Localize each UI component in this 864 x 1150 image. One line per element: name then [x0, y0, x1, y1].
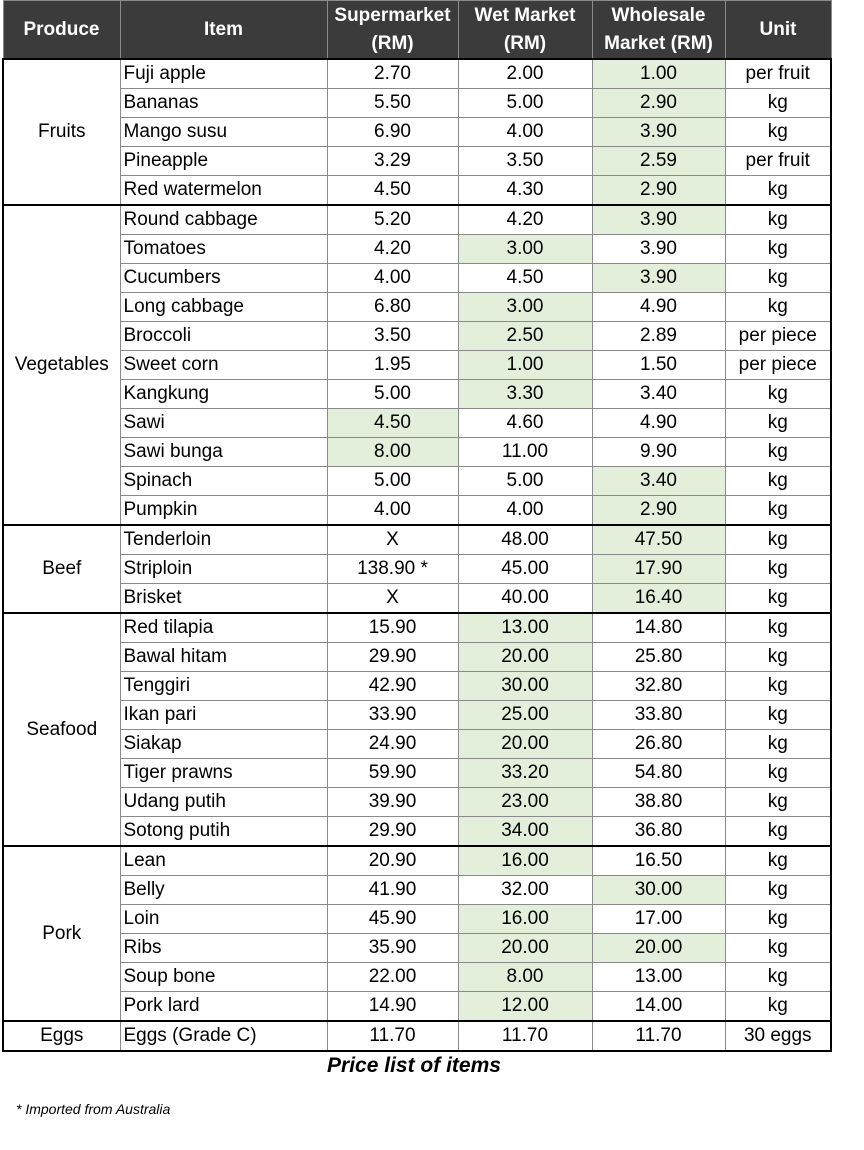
item-name: Cucumbers — [120, 264, 327, 293]
wet-market-price: 3.30 — [458, 380, 592, 409]
item-name: Ribs — [120, 934, 327, 963]
produce-category: Vegetables — [3, 205, 120, 525]
item-name: Tiger prawns — [120, 759, 327, 788]
wholesale-price: 4.90 — [592, 293, 725, 322]
header-row — [3, 1, 831, 60]
item-name: Belly — [120, 876, 327, 905]
item-name: Tenggiri — [120, 672, 327, 701]
wet-market-price: 30.00 — [458, 672, 592, 701]
wet-market-price: 48.00 — [458, 525, 592, 555]
wet-market-price: 3.00 — [458, 293, 592, 322]
wet-market-price: 32.00 — [458, 876, 592, 905]
unit-cell: kg — [725, 759, 831, 788]
produce-category: Eggs — [3, 1021, 120, 1051]
unit-cell: kg — [725, 380, 831, 409]
table-row — [3, 264, 831, 293]
table-row — [3, 613, 831, 643]
wholesale-price: 2.89 — [592, 322, 725, 351]
supermarket-price: 45.90 — [327, 905, 458, 934]
wet-market-price: 16.00 — [458, 846, 592, 876]
table-row — [3, 235, 831, 264]
wet-market-price: 3.00 — [458, 235, 592, 264]
wholesale-price: 3.90 — [592, 205, 725, 235]
wet-market-price: 34.00 — [458, 817, 592, 847]
wholesale-price: 20.00 — [592, 934, 725, 963]
wet-market-price: 2.50 — [458, 322, 592, 351]
produce-category: Fruits — [3, 59, 120, 205]
wet-market-price: 5.00 — [458, 89, 592, 118]
wholesale-price: 30.00 — [592, 876, 725, 905]
unit-cell: kg — [725, 438, 831, 467]
supermarket-price: 4.00 — [327, 496, 458, 526]
supermarket-price: 4.50 — [327, 176, 458, 206]
wholesale-price: 32.80 — [592, 672, 725, 701]
wet-market-price: 11.70 — [458, 1021, 592, 1051]
table-row — [3, 118, 831, 147]
unit-cell: kg — [725, 525, 831, 555]
unit-cell: kg — [725, 176, 831, 206]
header-produce: Produce — [3, 1, 120, 60]
item-name: Bawal hitam — [120, 643, 327, 672]
header-wholesale: Wholesale Market (RM) — [592, 1, 725, 60]
item-name: Siakap — [120, 730, 327, 759]
wholesale-price: 1.50 — [592, 351, 725, 380]
table-row — [3, 788, 831, 817]
item-name: Sotong putih — [120, 817, 327, 847]
table-body — [3, 59, 831, 1051]
wholesale-price: 2.90 — [592, 176, 725, 206]
table-row — [3, 876, 831, 905]
supermarket-price: 2.70 — [327, 59, 458, 89]
supermarket-price: 20.90 — [327, 846, 458, 876]
wholesale-price: 3.90 — [592, 118, 725, 147]
supermarket-price: 14.90 — [327, 992, 458, 1022]
header-supermarket: Supermarket (RM) — [327, 1, 458, 60]
item-name: Sweet corn — [120, 351, 327, 380]
unit-cell: kg — [725, 205, 831, 235]
supermarket-price: 4.50 — [327, 409, 458, 438]
unit-cell: kg — [725, 118, 831, 147]
wet-market-price: 16.00 — [458, 905, 592, 934]
wet-market-price: 4.30 — [458, 176, 592, 206]
wholesale-price: 14.00 — [592, 992, 725, 1022]
wholesale-price: 11.70 — [592, 1021, 725, 1051]
unit-cell: kg — [725, 89, 831, 118]
supermarket-price: 35.90 — [327, 934, 458, 963]
item-name: Striploin — [120, 555, 327, 584]
item-name: Sawi — [120, 409, 327, 438]
table-row — [3, 147, 831, 176]
wholesale-price: 3.90 — [592, 235, 725, 264]
item-name: Bananas — [120, 89, 327, 118]
unit-cell: kg — [725, 409, 831, 438]
supermarket-price: 138.90 * — [327, 555, 458, 584]
wholesale-price: 4.90 — [592, 409, 725, 438]
supermarket-price: 29.90 — [327, 643, 458, 672]
item-name: Mango susu — [120, 118, 327, 147]
table-row — [3, 1021, 831, 1051]
wholesale-price: 16.50 — [592, 846, 725, 876]
wholesale-price: 54.80 — [592, 759, 725, 788]
supermarket-price: 41.90 — [327, 876, 458, 905]
wet-market-price: 4.50 — [458, 264, 592, 293]
supermarket-price: 33.90 — [327, 701, 458, 730]
wholesale-price: 3.40 — [592, 467, 725, 496]
item-name: Red tilapia — [120, 613, 327, 643]
table-row — [3, 496, 831, 526]
wholesale-price: 2.90 — [592, 496, 725, 526]
unit-cell: per piece — [725, 351, 831, 380]
wholesale-price: 47.50 — [592, 525, 725, 555]
unit-cell: kg — [725, 730, 831, 759]
table-row — [3, 322, 831, 351]
item-name: Ikan pari — [120, 701, 327, 730]
wholesale-price: 38.80 — [592, 788, 725, 817]
item-name: Broccoli — [120, 322, 327, 351]
item-name: Lean — [120, 846, 327, 876]
supermarket-price: 42.90 — [327, 672, 458, 701]
unit-cell: kg — [725, 555, 831, 584]
wholesale-price: 14.80 — [592, 613, 725, 643]
wholesale-price: 3.40 — [592, 380, 725, 409]
item-name: Sawi bunga — [120, 438, 327, 467]
item-name: Pumpkin — [120, 496, 327, 526]
wholesale-price: 25.80 — [592, 643, 725, 672]
wet-market-price: 20.00 — [458, 934, 592, 963]
unit-cell: per fruit — [725, 147, 831, 176]
unit-cell: kg — [725, 264, 831, 293]
unit-cell: kg — [725, 963, 831, 992]
unit-cell: kg — [725, 992, 831, 1022]
wet-market-price: 33.20 — [458, 759, 592, 788]
item-name: Spinach — [120, 467, 327, 496]
header-unit: Unit — [725, 1, 831, 60]
wet-market-price: 40.00 — [458, 584, 592, 614]
wet-market-price: 4.60 — [458, 409, 592, 438]
table-row — [3, 672, 831, 701]
table-row — [3, 759, 831, 788]
item-name: Tenderloin — [120, 525, 327, 555]
wet-market-price: 3.50 — [458, 147, 592, 176]
supermarket-price: 6.80 — [327, 293, 458, 322]
supermarket-price: 3.50 — [327, 322, 458, 351]
table-row — [3, 293, 831, 322]
produce-category: Beef — [3, 525, 120, 613]
item-name: Udang putih — [120, 788, 327, 817]
wet-market-price: 23.00 — [458, 788, 592, 817]
wet-market-price: 25.00 — [458, 701, 592, 730]
footnote: * Imported from Australia — [16, 1101, 171, 1117]
wet-market-price: 4.00 — [458, 118, 592, 147]
table-row — [3, 701, 831, 730]
wholesale-price: 3.90 — [592, 264, 725, 293]
wholesale-price: 26.80 — [592, 730, 725, 759]
unit-cell: kg — [725, 846, 831, 876]
supermarket-price: 4.00 — [327, 264, 458, 293]
wholesale-price: 17.00 — [592, 905, 725, 934]
wet-market-price: 1.00 — [458, 351, 592, 380]
wet-market-price: 4.00 — [458, 496, 592, 526]
supermarket-price: 1.95 — [327, 351, 458, 380]
wholesale-price: 33.80 — [592, 701, 725, 730]
wet-market-price: 13.00 — [458, 613, 592, 643]
table-row — [3, 89, 831, 118]
table-row — [3, 817, 831, 847]
table-row — [3, 380, 831, 409]
wet-market-price: 45.00 — [458, 555, 592, 584]
table-row — [3, 992, 831, 1022]
table-row — [3, 351, 831, 380]
table-row — [3, 934, 831, 963]
supermarket-price: 39.90 — [327, 788, 458, 817]
supermarket-price: X — [327, 584, 458, 614]
unit-cell: kg — [725, 643, 831, 672]
wholesale-price: 16.40 — [592, 584, 725, 614]
wet-market-price: 20.00 — [458, 730, 592, 759]
unit-cell: per piece — [725, 322, 831, 351]
unit-cell: kg — [725, 905, 831, 934]
item-name: Pineapple — [120, 147, 327, 176]
item-name: Fuji apple — [120, 59, 327, 89]
table-row — [3, 467, 831, 496]
item-name: Soup bone — [120, 963, 327, 992]
produce-category: Pork — [3, 846, 120, 1021]
item-name: Loin — [120, 905, 327, 934]
unit-cell: kg — [725, 934, 831, 963]
wholesale-price: 9.90 — [592, 438, 725, 467]
supermarket-price: 5.20 — [327, 205, 458, 235]
supermarket-price: X — [327, 525, 458, 555]
wet-market-price: 12.00 — [458, 992, 592, 1022]
table-row — [3, 963, 831, 992]
wholesale-price: 36.80 — [592, 817, 725, 847]
supermarket-price: 11.70 — [327, 1021, 458, 1051]
wet-market-price: 2.00 — [458, 59, 592, 89]
table-caption: Price list of items — [327, 1054, 501, 1077]
table-row — [3, 438, 831, 467]
supermarket-price: 5.00 — [327, 380, 458, 409]
table-row — [3, 59, 831, 89]
table-row — [3, 555, 831, 584]
supermarket-price: 5.00 — [327, 467, 458, 496]
item-name: Tomatoes — [120, 235, 327, 264]
header-wet-market: Wet Market (RM) — [458, 1, 592, 60]
table-row — [3, 525, 831, 555]
wholesale-price: 17.90 — [592, 555, 725, 584]
produce-category: Seafood — [3, 613, 120, 846]
table-row — [3, 730, 831, 759]
wholesale-price: 13.00 — [592, 963, 725, 992]
wet-market-price: 20.00 — [458, 643, 592, 672]
supermarket-price: 59.90 — [327, 759, 458, 788]
table-row — [3, 846, 831, 876]
unit-cell: kg — [725, 235, 831, 264]
table-row — [3, 205, 831, 235]
unit-cell: kg — [725, 467, 831, 496]
supermarket-price: 6.90 — [327, 118, 458, 147]
unit-cell: per fruit — [725, 59, 831, 89]
unit-cell: kg — [725, 293, 831, 322]
unit-cell: kg — [725, 817, 831, 847]
supermarket-price: 5.50 — [327, 89, 458, 118]
table-row — [3, 409, 831, 438]
header-item: Item — [120, 1, 327, 60]
unit-cell: kg — [725, 876, 831, 905]
supermarket-price: 22.00 — [327, 963, 458, 992]
table-row — [3, 584, 831, 614]
supermarket-price: 8.00 — [327, 438, 458, 467]
item-name: Red watermelon — [120, 176, 327, 206]
wet-market-price: 4.20 — [458, 205, 592, 235]
table-row — [3, 905, 831, 934]
price-table — [2, 0, 832, 1052]
wet-market-price: 5.00 — [458, 467, 592, 496]
unit-cell: kg — [725, 613, 831, 643]
unit-cell: kg — [725, 496, 831, 526]
wet-market-price: 11.00 — [458, 438, 592, 467]
unit-cell: kg — [725, 788, 831, 817]
wet-market-price: 8.00 — [458, 963, 592, 992]
item-name: Long cabbage — [120, 293, 327, 322]
wholesale-price: 2.90 — [592, 89, 725, 118]
wholesale-price: 1.00 — [592, 59, 725, 89]
unit-cell: kg — [725, 701, 831, 730]
supermarket-price: 24.90 — [327, 730, 458, 759]
unit-cell: kg — [725, 584, 831, 614]
unit-cell: kg — [725, 672, 831, 701]
table-row — [3, 176, 831, 206]
item-name: Kangkung — [120, 380, 327, 409]
supermarket-price: 15.90 — [327, 613, 458, 643]
supermarket-price: 29.90 — [327, 817, 458, 847]
item-name: Pork lard — [120, 992, 327, 1022]
supermarket-price: 3.29 — [327, 147, 458, 176]
item-name: Eggs (Grade C) — [120, 1021, 327, 1051]
wholesale-price: 2.59 — [592, 147, 725, 176]
supermarket-price: 4.20 — [327, 235, 458, 264]
item-name: Brisket — [120, 584, 327, 614]
unit-cell: 30 eggs — [725, 1021, 831, 1051]
table-row — [3, 643, 831, 672]
item-name: Round cabbage — [120, 205, 327, 235]
